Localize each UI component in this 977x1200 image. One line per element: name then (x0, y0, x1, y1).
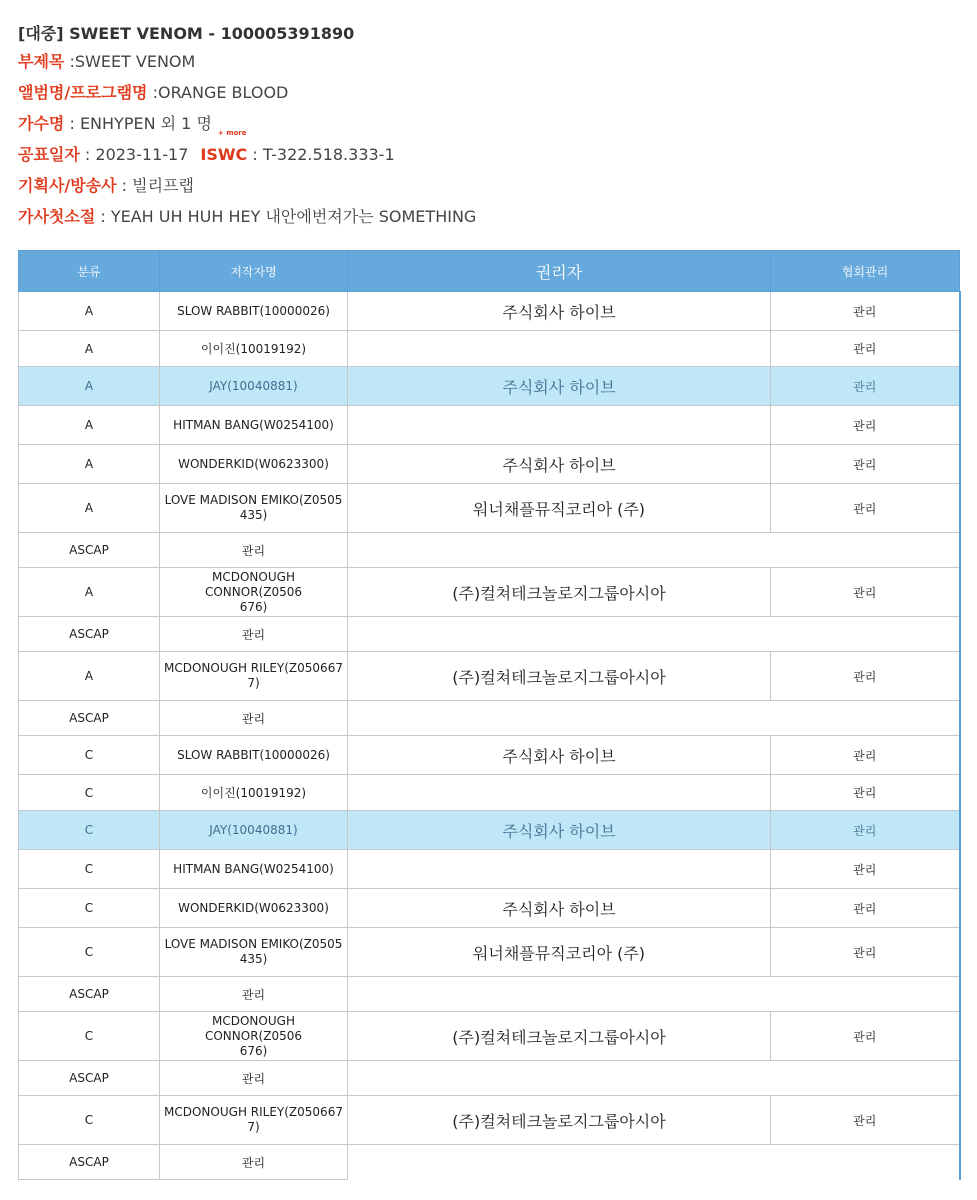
author-cell: MCDONOUGH CONNOR(Z0506 676) (160, 1012, 348, 1061)
society-name: ASCAP (19, 1145, 160, 1180)
rights-holder-cell (348, 850, 771, 889)
author-cell: HITMAN BANG(W0254100) (160, 850, 348, 889)
artist-line (18, 108, 968, 139)
mgmt-cell: 관리 (771, 292, 960, 331)
category-cell: C (19, 889, 160, 928)
author-cell: LOVE MADISON EMIKO(Z0505 435) (160, 928, 348, 977)
author-cell: JAY(10040881) (160, 811, 348, 850)
release-label: 공표일자 (18, 145, 80, 164)
mgmt-cell: 관리 (771, 652, 960, 701)
category-cell: A (19, 445, 160, 484)
rights-holder-cell: (주)컬쳐테크놀로지그룹아시아 (348, 1012, 771, 1061)
society-name: ASCAP (19, 617, 160, 652)
more-link[interactable]: + more (217, 129, 247, 137)
header-author: 저작자명 (160, 251, 348, 292)
rights-holder-cell: 주식회사 하이브 (348, 811, 771, 850)
rights-holder-cell: 주식회사 하이브 (348, 889, 771, 928)
rights-holder-cell: (주)컬쳐테크놀로지그룹아시아 (348, 1096, 771, 1145)
author-cell: WONDERKID(W0623300) (160, 889, 348, 928)
category-cell: A (19, 652, 160, 701)
empty-cell (771, 701, 960, 736)
mgmt-cell: 관리 (771, 568, 960, 617)
subtitle-label: 부제목 (18, 52, 65, 71)
category-cell: A (19, 292, 160, 331)
mgmt-cell: 관리 (771, 928, 960, 977)
author-cell: MCDONOUGH CONNOR(Z0506 676) (160, 568, 348, 617)
author-cell: 이이진(10019192) (160, 331, 348, 367)
rights-holder-cell: 주식회사 하이브 (348, 736, 771, 775)
mgmt-cell: 관리 (771, 811, 960, 850)
empty-cell (771, 1061, 960, 1096)
lyrics-value: : YEAH UH HUH HEY 내안에번져가는 SOMETHING (95, 207, 477, 226)
agency-line (18, 170, 968, 201)
iswc-value: : T-322.518.333-1 (247, 145, 395, 164)
album-label: 앨범명/프로그램명 (18, 83, 148, 102)
album-line (18, 77, 968, 108)
author-cell: HITMAN BANG(W0254100) (160, 406, 348, 445)
society-mgmt: 관리 (160, 1061, 348, 1096)
category-cell: C (19, 811, 160, 850)
table-header-row (19, 251, 960, 292)
empty-cell (348, 1061, 771, 1096)
rights-holder-cell: 주식회사 하이브 (348, 367, 771, 406)
author-cell: WONDERKID(W0623300) (160, 445, 348, 484)
empty-cell (348, 617, 771, 652)
mgmt-cell: 관리 (771, 775, 960, 811)
table-row (19, 568, 960, 617)
rights-holder-cell: 워너채플뮤직코리아 (주) (348, 928, 771, 977)
society-row (19, 977, 960, 1012)
category-cell: A (19, 367, 160, 406)
table-row (19, 652, 960, 701)
table-row (19, 1096, 960, 1145)
table-row (19, 292, 960, 331)
lyrics-label: 가사첫소절 (18, 207, 96, 226)
category-cell: C (19, 775, 160, 811)
rights-holder-cell (348, 775, 771, 811)
category-cell: C (19, 928, 160, 977)
rights-holder-cell: 워너채플뮤직코리아 (주) (348, 484, 771, 533)
mgmt-cell: 관리 (771, 331, 960, 367)
rights-holder-cell: 주식회사 하이브 (348, 445, 771, 484)
mgmt-cell: 관리 (771, 736, 960, 775)
category-cell: C (19, 850, 160, 889)
mgmt-cell: 관리 (771, 445, 960, 484)
mgmt-cell: 관리 (771, 484, 960, 533)
agency-value: : 빌리프랩 (116, 176, 194, 195)
table-row (19, 406, 960, 445)
subtitle-line (18, 46, 968, 77)
author-cell: MCDONOUGH RILEY(Z050667 7) (160, 1096, 348, 1145)
society-mgmt: 관리 (160, 1145, 348, 1180)
iswc-label: ISWC (200, 145, 248, 164)
mgmt-cell: 관리 (771, 889, 960, 928)
rights-holder-cell: (주)컬쳐테크놀로지그룹아시아 (348, 652, 771, 701)
society-name: ASCAP (19, 533, 160, 568)
song-info (18, 22, 968, 232)
lyrics-line (18, 201, 968, 232)
mgmt-cell: 관리 (771, 367, 960, 406)
table-row (19, 811, 960, 850)
table-row (19, 331, 960, 367)
release-value: : 2023-11-17 (79, 145, 189, 164)
header-category: 분류 (19, 251, 160, 292)
artist-value: : ENHYPEN 외 1 명 (64, 114, 212, 133)
author-cell: JAY(10040881) (160, 367, 348, 406)
society-row (19, 1145, 960, 1180)
mgmt-cell: 관리 (771, 406, 960, 445)
society-row (19, 533, 960, 568)
table-row (19, 1012, 960, 1061)
empty-cell (771, 533, 960, 568)
artist-label: 가수명 (18, 114, 65, 133)
category-cell: A (19, 484, 160, 533)
society-row (19, 701, 960, 736)
table-body (19, 292, 960, 1180)
empty-cell (348, 533, 771, 568)
society-mgmt: 관리 (160, 977, 348, 1012)
table-row (19, 850, 960, 889)
mgmt-cell: 관리 (771, 1012, 960, 1061)
rights-holder-cell: (주)컬쳐테크놀로지그룹아시아 (348, 568, 771, 617)
header-rights-holder: 권리자 (348, 251, 771, 292)
rights-holder-cell: 주식회사 하이브 (348, 292, 771, 331)
table-row (19, 928, 960, 977)
author-cell: SLOW RABBIT(10000026) (160, 292, 348, 331)
empty-cell (771, 977, 960, 1012)
table-row (19, 775, 960, 811)
society-mgmt: 관리 (160, 701, 348, 736)
society-row (19, 1061, 960, 1096)
society-mgmt: 관리 (160, 533, 348, 568)
category-cell: C (19, 1012, 160, 1061)
table-row (19, 889, 960, 928)
subtitle-value: :SWEET VENOM (64, 52, 196, 71)
author-cell: LOVE MADISON EMIKO(Z0505 435) (160, 484, 348, 533)
rights-table-wrapper (18, 250, 961, 1180)
table-row (19, 445, 960, 484)
table-row (19, 484, 960, 533)
release-line (18, 139, 968, 170)
society-name: ASCAP (19, 1061, 160, 1096)
rights-holder-cell (348, 406, 771, 445)
society-name: ASCAP (19, 977, 160, 1012)
category-cell: A (19, 406, 160, 445)
mgmt-cell: 관리 (771, 1096, 960, 1145)
empty-cell (348, 977, 771, 1012)
empty-cell (348, 1145, 771, 1180)
empty-cell (348, 701, 771, 736)
rights-holder-cell (348, 331, 771, 367)
album-value: :ORANGE BLOOD (147, 83, 289, 102)
category-cell: A (19, 568, 160, 617)
category-cell: C (19, 1096, 160, 1145)
society-name: ASCAP (19, 701, 160, 736)
table-row (19, 367, 960, 406)
table-row (19, 736, 960, 775)
author-cell: MCDONOUGH RILEY(Z050667 7) (160, 652, 348, 701)
empty-cell (771, 1145, 960, 1180)
rights-table (18, 250, 961, 1180)
category-cell: A (19, 331, 160, 367)
empty-cell (771, 617, 960, 652)
agency-label: 기획사/방송사 (18, 176, 117, 195)
mgmt-cell: 관리 (771, 850, 960, 889)
society-row (19, 617, 960, 652)
header-society: 협회관리 (771, 251, 960, 292)
author-cell: SLOW RABBIT(10000026) (160, 736, 348, 775)
author-cell: 이이진(10019192) (160, 775, 348, 811)
category-cell: C (19, 736, 160, 775)
song-title: [대중] SWEET VENOM - 100005391890 (18, 24, 355, 43)
society-mgmt: 관리 (160, 617, 348, 652)
